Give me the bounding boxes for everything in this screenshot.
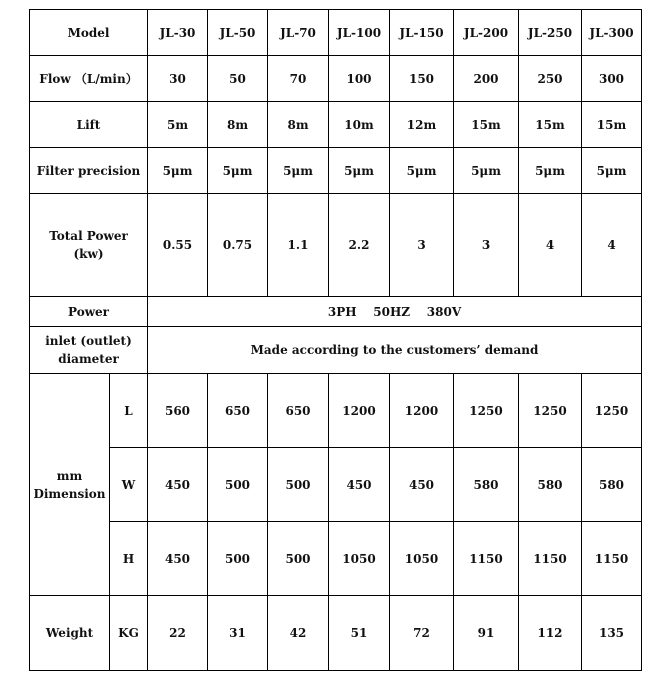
dimension-h-cell: 1150	[582, 522, 642, 596]
dimension-row-l	[30, 374, 642, 448]
flow-cell: 250	[519, 56, 582, 102]
weight-unit: KG	[110, 596, 148, 671]
flow-cell: 150	[390, 56, 454, 102]
weight-cell: 31	[208, 596, 268, 671]
power-row	[30, 297, 642, 327]
weight-row	[30, 596, 642, 671]
dimension-w-cell: 580	[454, 448, 519, 522]
dimension-w-cell: 580	[582, 448, 642, 522]
total-power-cell: 4	[582, 194, 642, 297]
total-power-label	[30, 194, 148, 297]
flow-row	[30, 56, 642, 102]
dimension-h-cell: 450	[148, 522, 208, 596]
weight-cell: 91	[454, 596, 519, 671]
flow-cell: 50	[208, 56, 268, 102]
dimension-row-w	[30, 448, 642, 522]
model-cell: JL-100	[329, 10, 390, 56]
power-value: 3PH 50HZ 380V	[148, 297, 642, 327]
filter-cell: 5μm	[208, 148, 268, 194]
total-power-label-line2: (kw)	[73, 247, 104, 261]
dimension-label-line2: Dimension	[33, 486, 106, 501]
model-row	[30, 10, 642, 56]
lift-cell: 15m	[454, 102, 519, 148]
flow-label: Flow （L/min）	[30, 56, 148, 102]
dimension-l-cell: 1250	[454, 374, 519, 448]
filter-label: Filter precision	[30, 148, 148, 194]
dimension-h-cell: 1050	[329, 522, 390, 596]
flow-cell: 100	[329, 56, 390, 102]
dimension-w-cell: 450	[329, 448, 390, 522]
total-power-cell: 3	[454, 194, 519, 297]
filter-cell: 5μm	[519, 148, 582, 194]
dimension-l-cell: 1200	[390, 374, 454, 448]
filter-cell: 5μm	[390, 148, 454, 194]
dimension-h-cell: 1050	[390, 522, 454, 596]
flow-cell: 200	[454, 56, 519, 102]
flow-cell: 70	[268, 56, 329, 102]
lift-cell: 12m	[390, 102, 454, 148]
total-power-cell: 4	[519, 194, 582, 297]
spec-table	[29, 9, 642, 671]
model-cell: JL-30	[148, 10, 208, 56]
total-power-label-line1: Total Power	[49, 229, 128, 243]
dimension-l-cell: 1250	[519, 374, 582, 448]
dimension-w-cell: 450	[390, 448, 454, 522]
weight-cell: 51	[329, 596, 390, 671]
weight-cell: 22	[148, 596, 208, 671]
total-power-cell: 0.75	[208, 194, 268, 297]
dimension-l-label: L	[110, 374, 148, 448]
total-power-cell: 2.2	[329, 194, 390, 297]
filter-cell: 5μm	[329, 148, 390, 194]
dimension-w-cell: 450	[148, 448, 208, 522]
dimension-w-label: W	[110, 448, 148, 522]
lift-cell: 15m	[519, 102, 582, 148]
filter-cell: 5μm	[582, 148, 642, 194]
model-cell: JL-250	[519, 10, 582, 56]
lift-cell: 8m	[208, 102, 268, 148]
dimension-l-cell: 560	[148, 374, 208, 448]
dimension-l-cell: 650	[208, 374, 268, 448]
total-power-cell: 0.55	[148, 194, 208, 297]
dimension-h-cell: 500	[208, 522, 268, 596]
total-power-row	[30, 194, 642, 297]
total-power-cell: 3	[390, 194, 454, 297]
model-label: Model	[30, 10, 148, 56]
inlet-label-line2: diameter	[58, 352, 119, 366]
dimension-label	[30, 374, 110, 596]
model-cell: JL-50	[208, 10, 268, 56]
filter-cell: 5μm	[148, 148, 208, 194]
flow-cell: 30	[148, 56, 208, 102]
flow-cell: 300	[582, 56, 642, 102]
weight-cell: 135	[582, 596, 642, 671]
lift-cell: 5m	[148, 102, 208, 148]
lift-cell: 10m	[329, 102, 390, 148]
total-power-cell: 1.1	[268, 194, 329, 297]
weight-cell: 112	[519, 596, 582, 671]
dimension-l-cell: 1250	[582, 374, 642, 448]
dimension-label-line1: mm	[56, 468, 83, 483]
model-cell: JL-70	[268, 10, 329, 56]
dimension-l-cell: 1200	[329, 374, 390, 448]
lift-row	[30, 102, 642, 148]
dimension-l-cell: 650	[268, 374, 329, 448]
weight-cell: 72	[390, 596, 454, 671]
inlet-label	[30, 327, 148, 374]
model-cell: JL-200	[454, 10, 519, 56]
filter-row	[30, 148, 642, 194]
filter-cell: 5μm	[268, 148, 329, 194]
dimension-h-cell: 500	[268, 522, 329, 596]
dimension-w-cell: 500	[208, 448, 268, 522]
weight-label: Weight	[30, 596, 110, 671]
dimension-h-cell: 1150	[519, 522, 582, 596]
dimension-w-cell: 500	[268, 448, 329, 522]
dimension-row-h	[30, 522, 642, 596]
power-label: Power	[30, 297, 148, 327]
lift-cell: 15m	[582, 102, 642, 148]
weight-cell: 42	[268, 596, 329, 671]
lift-label: Lift	[30, 102, 148, 148]
dimension-h-cell: 1150	[454, 522, 519, 596]
model-cell: JL-150	[390, 10, 454, 56]
inlet-row	[30, 327, 642, 374]
lift-cell: 8m	[268, 102, 329, 148]
filter-cell: 5μm	[454, 148, 519, 194]
inlet-value: Made according to the customers’ demand	[148, 327, 642, 374]
dimension-w-cell: 580	[519, 448, 582, 522]
dimension-h-label: H	[110, 522, 148, 596]
inlet-label-line1: inlet (outlet)	[45, 334, 132, 348]
model-cell: JL-300	[582, 10, 642, 56]
